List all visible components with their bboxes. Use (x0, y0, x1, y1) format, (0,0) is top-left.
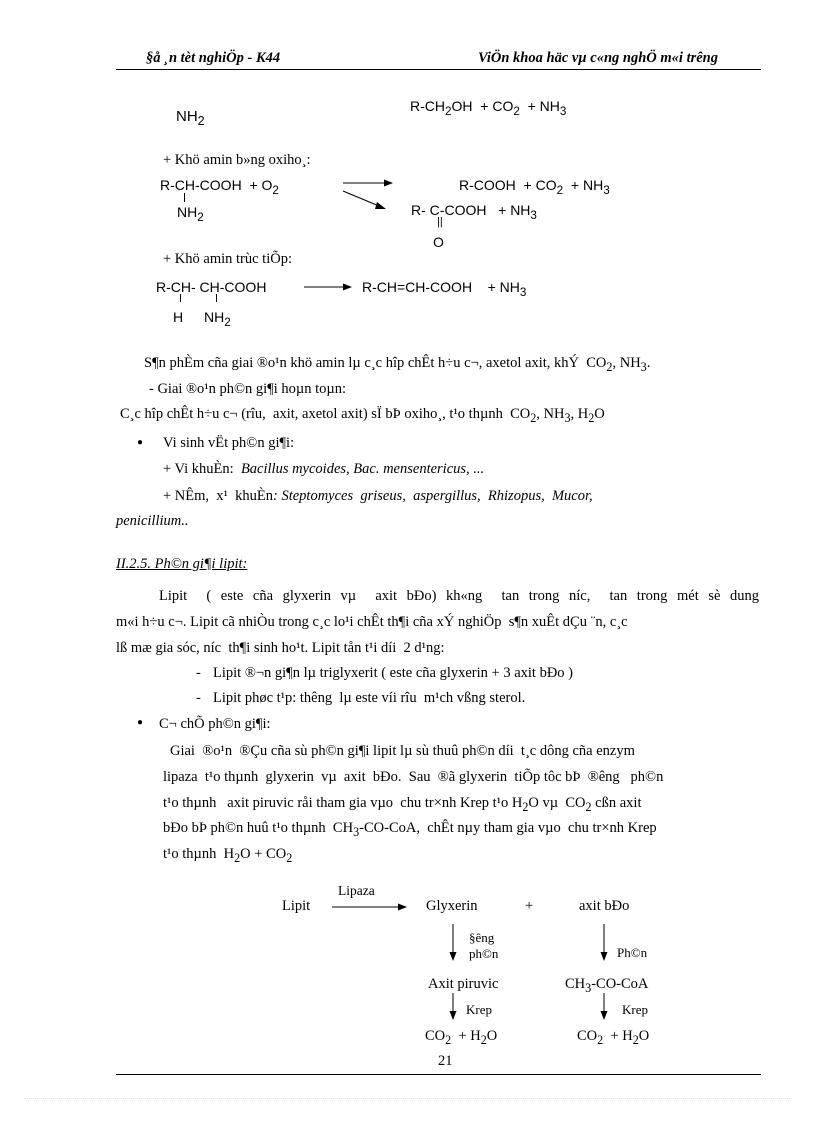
direct-heading: + Khö amin trùc tiÕp: (163, 251, 292, 267)
fungi-line-2: penicillium.. (116, 513, 189, 529)
lipid-para-line-3: lß mæ gia sóc, níc th¶i sinh ho¹t. Lipit tån t¹i díi 2 d¹ng: (116, 640, 445, 656)
fungi-line: + NÊm, x¹ khuÈn: Steptomyces griseus, aspergillus, Rhizopus, Mucor, (163, 488, 593, 504)
oxidative-oxygen: O (433, 234, 444, 250)
mechanism-line-5: t¹o thµnh $H_2O + CO_2$ (163, 846, 293, 865)
page-number: 21 (438, 1053, 453, 1069)
direct-product: R-CH=CH-COOH + $NH_3$ (362, 279, 527, 299)
direct-reactant: R-CH- CH-COOH (156, 279, 267, 295)
diagram-ch3-co-coa: $CH_3-CO$-CoA (565, 976, 649, 995)
complete-heading: - Giai ®o¹n ph©n gi¶i hoµn toµn: (149, 381, 347, 397)
footer-rule (116, 1074, 761, 1075)
mechanism-line-2: lipaza t¹o thµnh glyxerin vµ axit bÐo. Sau ®ã glyxerin tiÕp tôc bÞ ®êng ph©n (163, 769, 664, 785)
diagram-krep-right: Krep (622, 1002, 648, 1017)
diagram-lipaza: Lipaza (338, 883, 375, 898)
top-nh2: $NH_2$ (176, 108, 205, 128)
mechanism-line-4: bÐo bÞ ph©n huû t¹o thµnh $CH_3-CO$-CoA, chÊt nµy tham gia vµo chu tr×nh Krep (163, 820, 657, 839)
oxidative-double-bond: || (437, 216, 443, 228)
diagram-co2-h2o-right: $CO_2 + H_2O$ (577, 1028, 650, 1047)
direct-h: H (173, 309, 184, 325)
oxidative-reactant: R-CH-COOH + $O_2$ (160, 177, 279, 197)
diagram-lipit: Lipit (282, 898, 311, 914)
bullet-dot: ● (137, 717, 144, 728)
diagram-phan: Ph©n (617, 945, 648, 960)
oxidative-heading: + Khö amin b»ng oxiho¸: (163, 152, 311, 168)
diagram-co2-h2o-left: $CO_2 + H_2O$ (425, 1028, 498, 1047)
complete-line: C¸c hîp chÊt h÷u c¬ (rîu, axit, axetol axit) sÏ bÞ oxiho¸, t¹o thµnh $CO_2$, $NH_3$, $H_2O$ (120, 406, 605, 425)
diagram-krep-left: Krep (466, 1002, 492, 1017)
header-left: §å ¸n tèt nghiÖp - K44 (146, 50, 281, 66)
lipid-complex: Lipit phøc t¹p: thêng lµ este víi rîu m¹ch vßng sterol. (213, 690, 526, 706)
diagram-duong-phan-2: ph©n (469, 946, 499, 961)
lipid-para-line-2: m«i h÷u c¬. Lipit cã nhiÒu trong c¸c lo¹i chÊt th¶i cña xÝ nghiÖp s¶n xuÊt dÇu ¨n, c¸c (116, 614, 628, 630)
mechanism-bullet-label: C¬ chÕ ph©n gi¶i: (159, 716, 271, 732)
mechanism-line-1: Giai ®o¹n ®Çu cña sù ph©n gi¶i lipit lµ sù thuû ph©n díi t¸c dông cña enzym (170, 743, 635, 759)
lipid-para-line-1: Lipit ( este cña glyxerin vµ axit bÐo) kh«ng tan trong níc, tan trong mét sè dung (159, 588, 759, 604)
diagram-axit-piruvic: Axit piruvic (428, 976, 499, 992)
oxidative-product-1: R-COOH + $CO_2 + NH_3$ (459, 177, 610, 197)
bullet-dot: ● (137, 437, 144, 448)
lipid-section-heading: II.2.5. Ph©n gi¶i lipit: (116, 556, 248, 572)
oxidative-product-2: R- C-COOH + $NH_3$ (411, 202, 537, 222)
diagram-axit-beo: axit bÐo (579, 898, 630, 914)
lipid-complex-dash: - (196, 690, 201, 706)
microbes-bullet-label: Vi sinh vËt ph©n gi¶i: (163, 435, 295, 451)
deamination-products-text: S¶n phÈm cña giai ®o¹n khö amin lµ c¸c hîp chÊt h÷u c¬, axetol axit, khÝ $CO_2$, $NH_3$. (144, 355, 651, 374)
diagram-duong-phan-1: §êng (469, 930, 495, 945)
header-right: ViÖn khoa häc vµ c«ng nghÖ m«i trêng (478, 50, 718, 66)
diagram-plus: + (525, 898, 534, 914)
diagram-glyxerin: Glyxerin (426, 898, 478, 914)
lipid-simple: Lipit ®¬n gi¶n lµ triglyxerit ( este cña glyxerin + 3 axit bÐo ) (213, 665, 574, 681)
lipid-simple-dash: - (196, 665, 201, 681)
page-edge (24, 1098, 792, 1099)
top-products: $R-CH_2OH + CO_2 + NH_3$ (410, 98, 567, 118)
bacteria-line: + Vi khuÈn: Bacillus mycoides, Bac. mensentericus, ... (163, 461, 485, 477)
direct-nh2: $NH_2$ (204, 309, 231, 329)
mechanism-line-3: t¹o thµnh axit piruvic råi tham gia vµo chu tr×nh Krep t¹o $H_2O$ vµ $CO_2$ cßn axit (163, 795, 642, 814)
oxidative-nh2: $NH_2$ (177, 204, 204, 224)
